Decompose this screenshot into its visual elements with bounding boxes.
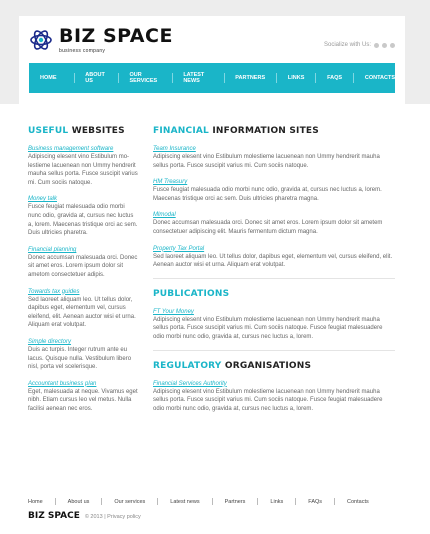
footer-link-partners[interactable]: Partners: [224, 498, 246, 505]
regulatory-heading: REGULATORY ORGANISATIONS: [153, 360, 312, 371]
footer-link-contacts[interactable]: Contacts: [347, 498, 369, 505]
footer-link-links[interactable]: Links: [270, 498, 284, 505]
list-item: [153, 245, 395, 270]
nav-divider: [353, 73, 354, 83]
list-item: [153, 308, 395, 342]
section-divider: [153, 278, 395, 279]
nav-faqs[interactable]: FAQS: [327, 75, 343, 81]
website-link[interactable]: Simple directory: [28, 338, 72, 345]
footer-logo[interactable]: BIZ SPACE: [28, 511, 80, 521]
footer-divider: [257, 498, 258, 505]
copyright-text: © 2013 | Privacy policy: [84, 514, 141, 520]
website-description: Adipiscing elesent vino Estibulum mo- lestieme lacuenean non Ummy hendrerit mauha sellus porta. Fusce suscipit varius mi. Cum sociis natoque.: [28, 154, 138, 186]
footer-link-our-services[interactable]: Our services: [114, 498, 146, 505]
logo-tagline: business company: [59, 48, 106, 54]
useful-websites-heading: USEFUL WEBSITES: [28, 126, 125, 136]
website-description: Fusce feugiat malesuada odio morbi nunc odio, gravida at, cursus nec luctus a, lorem. Maecenas tristique orci ac sem. Duis ultricies pharetra.: [28, 204, 138, 237]
nav-divider: [224, 73, 225, 83]
regulatory-description: Adipiscing elesent vino Estibulum molestieme lacuenean non Ummy hendrerit mauha sellus porta. Fusce suscipit varius mi. Cum sociis natoque. Fusce feugiat malesuadere odio morbi nunc odio, gravida at, cursus nec luctus a, lorem.: [153, 388, 383, 412]
list-item: [28, 246, 138, 280]
site-link[interactable]: HM Treasury: [153, 179, 188, 186]
facebook-icon[interactable]: [374, 43, 379, 48]
financial-column: [153, 126, 395, 421]
useful-websites-column: [28, 126, 138, 421]
nav-home[interactable]: HOME: [40, 75, 57, 81]
regulatory-link[interactable]: Financial Services Authority: [153, 380, 227, 387]
site-description: Fusce feugiat malesuada odio morbi nunc odio, gravida at, cursus nec luctus a, lorem. Maecenas tristique orci ac sem. Duis ultricies pharetra magna.: [153, 187, 382, 202]
nav-latest-news[interactable]: LATEST NEWS: [183, 72, 205, 84]
footer-copyright: [28, 511, 141, 521]
site-description: Donec accumsan malesuada orci. Donec sit amet eros. Lorem ipsum dolor sit ametem consectetuer adipiscing elit. Mauris fermentum dictum magna.: [153, 220, 383, 235]
website-description: Duis ac turpis. Integer rutrum ante eu lacus. Quisque nulla. Vestibulum libero nisl, porta vel scelerisque.: [28, 346, 132, 371]
list-item: [28, 288, 138, 330]
footer-divider: [55, 498, 56, 505]
nav-divider: [315, 73, 316, 83]
footer-link-about-us[interactable]: About us: [67, 498, 90, 505]
footer: [0, 480, 430, 534]
list-item: [28, 145, 138, 187]
footer-divider: [295, 498, 296, 505]
list-item: [153, 145, 395, 170]
footer-divider: [212, 498, 213, 505]
publication-description: Adipiscing elesent vino Estibulum molestieme lacuenean non Ummy hendrerit mauha sellus porta. Fusce suscipit varius mi. Cum sociis natoque. Fusce feugiat malesuadere odio morbi nunc odio, gravida at, cursus nec luctus a, lorem.: [153, 316, 383, 340]
nav-partners[interactable]: PARTNERS: [235, 75, 266, 81]
website-link[interactable]: Accountant business plan: [28, 380, 97, 387]
nav-divider: [276, 73, 277, 83]
website-description: Donec accumsan malesuada orci. Donec sit amet eros. Lorem ipsum dolor sit ametom consectetuer adipis.: [28, 254, 138, 278]
footer-link-latest-news[interactable]: Latest news: [170, 498, 200, 505]
site-link[interactable]: Team Insurance: [153, 146, 196, 152]
site-description: Sed laoreet aliquam leo. Ut tellus dolor, dapibus eget, elementum vel, cursus eleifend, elit. Aenean auctor wisi et urna. Aliquam erat volutpat.: [153, 253, 393, 269]
social-links: [324, 42, 395, 48]
nav-divider: [118, 73, 119, 83]
nav-contacts[interactable]: CONTACTS: [364, 75, 396, 81]
list-item: [153, 178, 395, 203]
website-description: Sed laoreet aliquam leo. Ut tellus dolor, dapibus eget, elementum vel, cursus eleifend, elit. Aenean auctor wisi et urna. Aliquam erat volutpat.: [28, 296, 136, 329]
footer-divider: [101, 498, 102, 505]
header: [19, 16, 405, 104]
list-item: [28, 195, 138, 237]
financial-sites-heading: FINANCIAL INFORMATION SITES: [153, 126, 319, 136]
logo[interactable]: [29, 26, 173, 54]
website-link[interactable]: Financial planning: [28, 246, 77, 253]
section-divider: [153, 350, 395, 351]
nav-divider: [172, 73, 173, 83]
website-link[interactable]: Towards tax guides: [28, 288, 80, 295]
footer-nav: [28, 498, 369, 505]
publications-heading: PUBLICATIONS: [153, 288, 230, 299]
list-item: [153, 380, 395, 414]
nav-our-services[interactable]: OUR SERVICES: [129, 72, 158, 84]
nav-links[interactable]: LINKS: [287, 75, 305, 81]
footer-link-faqs[interactable]: FAQs: [308, 498, 323, 505]
website-link[interactable]: Money talk: [28, 196, 58, 203]
nav-about-us[interactable]: ABOUT US: [85, 72, 105, 84]
main-content: [0, 104, 430, 480]
website-description: Eget, malesuada at neque. Vivamus eget nibh. Etiam cursus leo vel metus. Nulla facilisi aenean nec eros.: [28, 388, 138, 412]
publication-link[interactable]: FT Your Money: [153, 308, 194, 315]
site-link[interactable]: Property Tax Portal: [153, 245, 205, 252]
twitter-icon[interactable]: [382, 43, 387, 48]
site-link[interactable]: Mlmodal: [153, 212, 176, 219]
social-label: Socialize with Us:: [323, 42, 371, 48]
website-link[interactable]: Business management software: [28, 146, 114, 152]
list-item: [28, 380, 138, 414]
list-item: [28, 338, 138, 372]
nav-divider: [74, 73, 75, 83]
footer-divider: [334, 498, 335, 505]
rss-icon[interactable]: [390, 43, 395, 48]
list-item: [153, 211, 395, 236]
site-description: Adipiscing elesent vino Estibulum molestieme lacuenean non Ummy hendrerit mauha sellus porta. Fusce suscipit varius mi. Cum sociis natoque.: [153, 154, 380, 169]
logo-name: BIZ SPACE: [59, 25, 173, 47]
footer-link-home[interactable]: Home: [28, 498, 43, 505]
logo-mark-icon: [29, 28, 53, 52]
main-nav: [29, 63, 395, 93]
footer-divider: [157, 498, 158, 505]
